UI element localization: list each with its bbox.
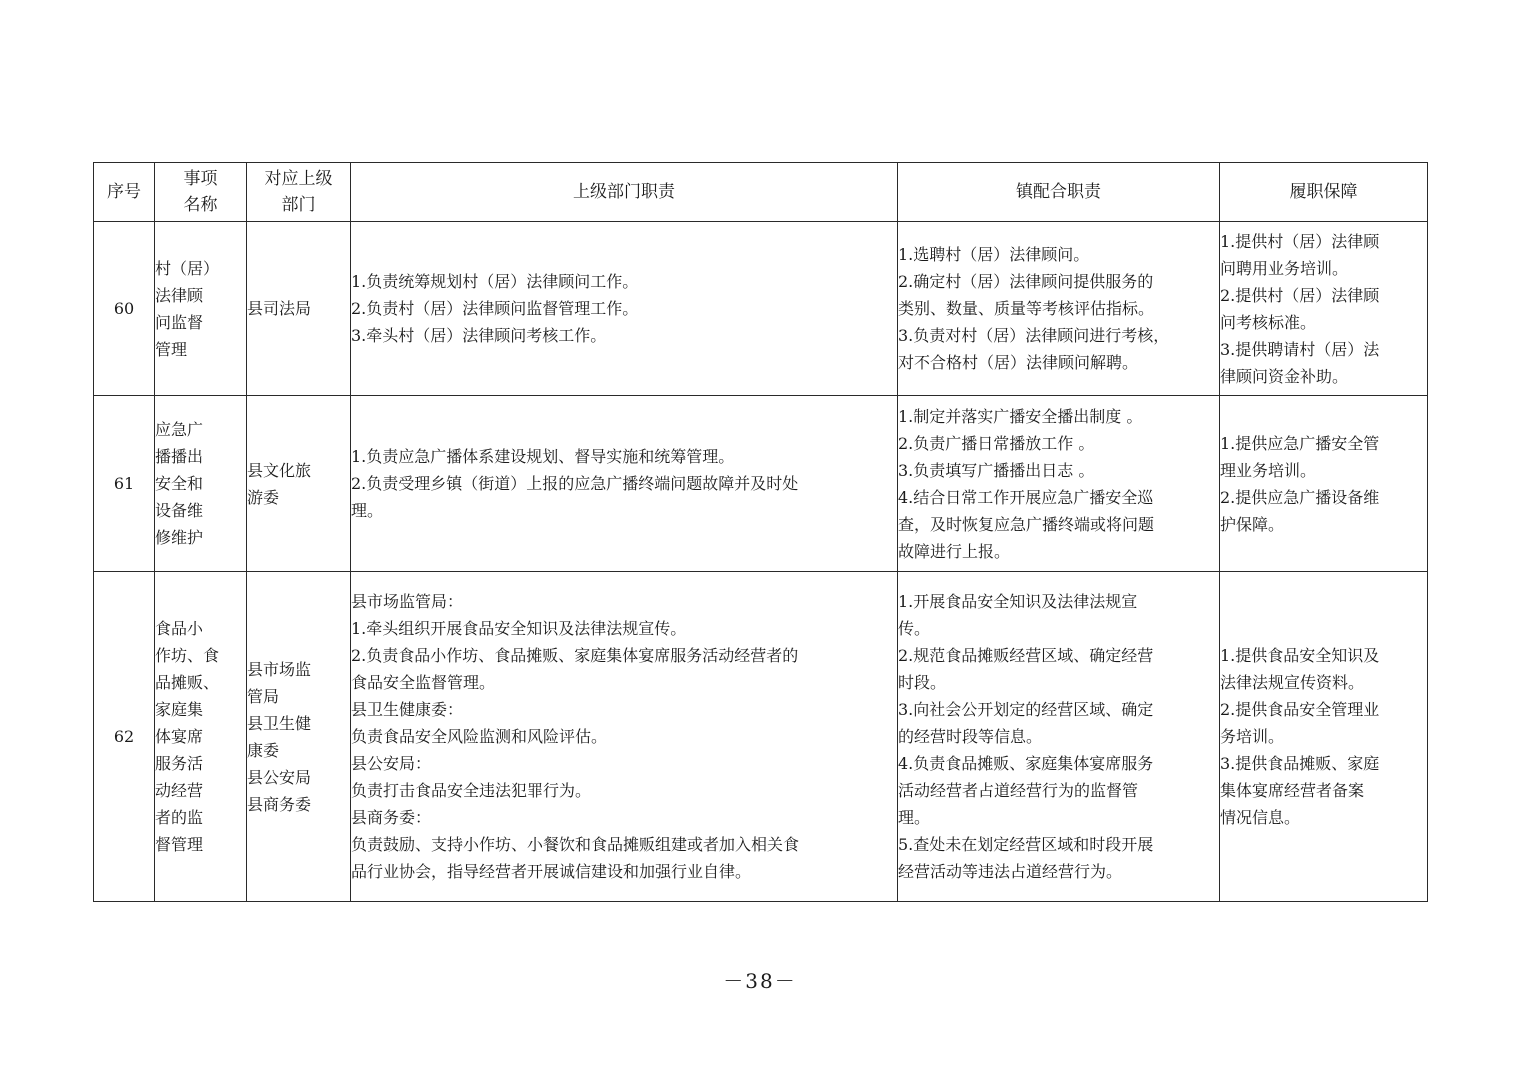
cell-line: 1.提供食品安全知识及 — [1220, 646, 1380, 665]
row-item-name — [155, 396, 247, 572]
cell-line: 问聘用业务培训。 — [1220, 258, 1349, 278]
cell-line: 家庭集 — [155, 700, 204, 719]
cell-line: 食品安全监督管理。 — [351, 673, 496, 692]
cell-line: 县卫生健 — [247, 713, 312, 733]
cell-line: 品行业协会，指导经营者开展诚信建设和加强行业自律。 — [351, 862, 752, 881]
cell-line: 问考核标准。 — [1220, 312, 1317, 332]
table-row — [94, 572, 1428, 902]
cell-line: 务培训。 — [1220, 727, 1285, 746]
cell-line: 3.向社会公开划定的经营区域、确定 — [898, 700, 1154, 719]
row-upper-duties — [351, 572, 898, 902]
cell-line: 的经营时段等信息。 — [898, 727, 1043, 746]
cell-line: 1.负责应急广播体系建设规划、督导实施和统筹管理。 — [351, 447, 735, 466]
cell-line: 安全和 — [155, 474, 204, 493]
cell-line: 1.选聘村（居）法律顾问。 — [898, 245, 1090, 264]
cell-line: 活动经营者占道经营行为的监督管 — [898, 781, 1139, 800]
cell-line: 动经营 — [155, 781, 204, 800]
cell-line: 县公安局： — [351, 754, 432, 773]
cell-line: 2.提供食品安全管理业 — [1220, 700, 1380, 719]
row-guarantee — [1220, 572, 1428, 902]
cell-line: 理。 — [898, 808, 931, 827]
cell-line: 体宴席 — [155, 727, 204, 746]
cell-line: 县文化旅 — [247, 460, 312, 480]
cell-line: 服务活 — [155, 754, 204, 773]
cell-line: 3.提供食品摊贩、家庭 — [1220, 754, 1380, 773]
row-guarantee — [1220, 222, 1428, 396]
cell-line: 护保障。 — [1220, 514, 1285, 534]
row-superior-dept — [247, 396, 351, 572]
cell-line: 类别、数量、质量等考核评估指标。 — [898, 299, 1155, 318]
cell-line: 村（居） — [155, 258, 220, 278]
cell-line: 2.提供村（居）法律顾 — [1220, 285, 1380, 305]
row-upper-duties — [351, 396, 898, 572]
cell-line: 传。 — [898, 619, 931, 638]
cell-line: 问监督 — [155, 312, 204, 332]
row-seq: 60 — [94, 222, 155, 396]
cell-line: 4.结合日常工作开展应急广播安全巡 — [898, 487, 1154, 507]
cell-line: 查，及时恢复应急广播终端或将问题 — [898, 514, 1155, 534]
cell-line: 2.负责食品小作坊、食品摊贩、家庭集体宴席服务活动经营者的 — [351, 646, 799, 665]
row-seq: 62 — [94, 572, 155, 902]
cell-line: 理业务培训。 — [1220, 460, 1317, 480]
cell-line: 播播出 — [155, 447, 204, 466]
cell-line: 理。 — [351, 501, 384, 520]
table-row — [94, 396, 1428, 572]
page-number: －38－ — [723, 969, 797, 993]
cell-line: 县商务委 — [247, 794, 312, 814]
cell-line: 2.确定村（居）法律顾问提供服务的 — [898, 272, 1154, 291]
cell-line: 县市场监管局： — [351, 592, 464, 611]
row-guarantee — [1220, 396, 1428, 572]
cell-line: 集体宴席经营者备案 — [1220, 781, 1365, 800]
cell-line: 法律法规宣传资料。 — [1220, 673, 1365, 692]
header-row — [94, 163, 1428, 222]
cell-line: 法律顾 — [155, 285, 204, 305]
cell-line: 负责食品安全风险监测和风险评估。 — [351, 727, 608, 746]
cell-line: 负责打击食品安全违法犯罪行为。 — [351, 781, 592, 800]
cell-line: 时段。 — [898, 673, 947, 692]
cell-line: 2.负责村（居）法律顾问监督管理工作。 — [351, 299, 639, 318]
cell-line: 2.负责广播日常播放工作 。 — [898, 433, 1095, 453]
cell-line: 1.提供应急广播安全管 — [1220, 433, 1380, 453]
cell-line: 者的监 — [155, 808, 204, 827]
row-seq: 61 — [94, 396, 155, 572]
header-seq: 序号 — [94, 163, 155, 222]
cell-line: 康委 — [247, 740, 280, 760]
row-item-name — [155, 222, 247, 396]
header-item-name: 事项 名称 — [155, 163, 247, 222]
header-superior-dept: 对应上级 部门 — [247, 163, 351, 222]
cell-line: 作坊、食 — [155, 646, 220, 665]
cell-line: 应急广 — [155, 420, 204, 439]
cell-line: 县卫生健康委： — [351, 700, 464, 719]
cell-line: 1.制定并落实广播安全播出制度 。 — [898, 406, 1143, 426]
cell-line: 1.负责统筹规划村（居）法律顾问工作。 — [351, 272, 639, 291]
cell-line: 管局 — [247, 686, 280, 706]
cell-line: 经营活动等违法占道经营行为。 — [898, 862, 1123, 881]
cell-line: 设备维 — [155, 501, 204, 520]
cell-line: 2.规范食品摊贩经营区域、确定经营 — [898, 646, 1154, 665]
cell-line: 品摊贩、 — [155, 673, 220, 692]
header-town-duties: 镇配合职责 — [898, 163, 1220, 222]
row-town-duties — [898, 572, 1220, 902]
cell-line: 2.提供应急广播设备维 — [1220, 487, 1380, 507]
cell-line: 3.牵头村（居）法律顾问考核工作。 — [351, 326, 607, 345]
cell-line: 2.负责受理乡镇（街道）上报的应急广播终端问题故障并及时处 — [351, 474, 799, 493]
cell-line: 督管理 — [155, 835, 204, 854]
cell-line: 管理 — [155, 339, 188, 359]
cell-line: 对不合格村（居）法律顾问解聘。 — [898, 353, 1139, 372]
cell-line: 4.负责食品摊贩、家庭集体宴席服务 — [898, 754, 1154, 773]
cell-line: 食品小 — [155, 619, 204, 638]
cell-line: 修维护 — [155, 528, 204, 547]
cell-line: 县司法局 — [247, 299, 312, 318]
cell-line: 情况信息。 — [1220, 808, 1301, 827]
cell-line: 负责鼓励、支持小作坊、小餐饮和食品摊贩组建或者加入相关食 — [351, 835, 800, 854]
cell-line: 故障进行上报。 — [898, 541, 1011, 561]
row-town-duties — [898, 396, 1220, 572]
cell-line: 县市场监 — [247, 659, 312, 679]
row-upper-duties — [351, 222, 898, 396]
table-row — [94, 222, 1428, 396]
cell-line: 3.负责对村（居）法律顾问进行考核， — [898, 326, 1170, 345]
cell-line: 3.提供聘请村（居）法 — [1220, 339, 1380, 359]
cell-line: 1.开展食品安全知识及法律法规宣 — [898, 592, 1138, 611]
cell-line: 1.牵头组织开展食品安全知识及法律法规宣传。 — [351, 619, 687, 638]
cell-line: 3.负责填写广播播出日志 。 — [898, 460, 1095, 480]
header-guarantee: 履职保障 — [1220, 163, 1428, 222]
cell-line: 律顾问资金补助。 — [1220, 366, 1349, 386]
header-upper-duties: 上级部门职责 — [351, 163, 898, 222]
cell-line: 县公安局 — [247, 767, 312, 787]
row-superior-dept — [247, 572, 351, 902]
cell-line: 1.提供村（居）法律顾 — [1220, 231, 1380, 251]
cell-line: 5.查处未在划定经营区域和时段开展 — [898, 835, 1154, 854]
row-town-duties — [898, 222, 1220, 396]
cell-line: 游委 — [247, 487, 280, 507]
row-item-name — [155, 572, 247, 902]
duty-table — [93, 162, 1428, 902]
row-superior-dept — [247, 222, 351, 396]
cell-line: 县商务委： — [351, 808, 432, 827]
